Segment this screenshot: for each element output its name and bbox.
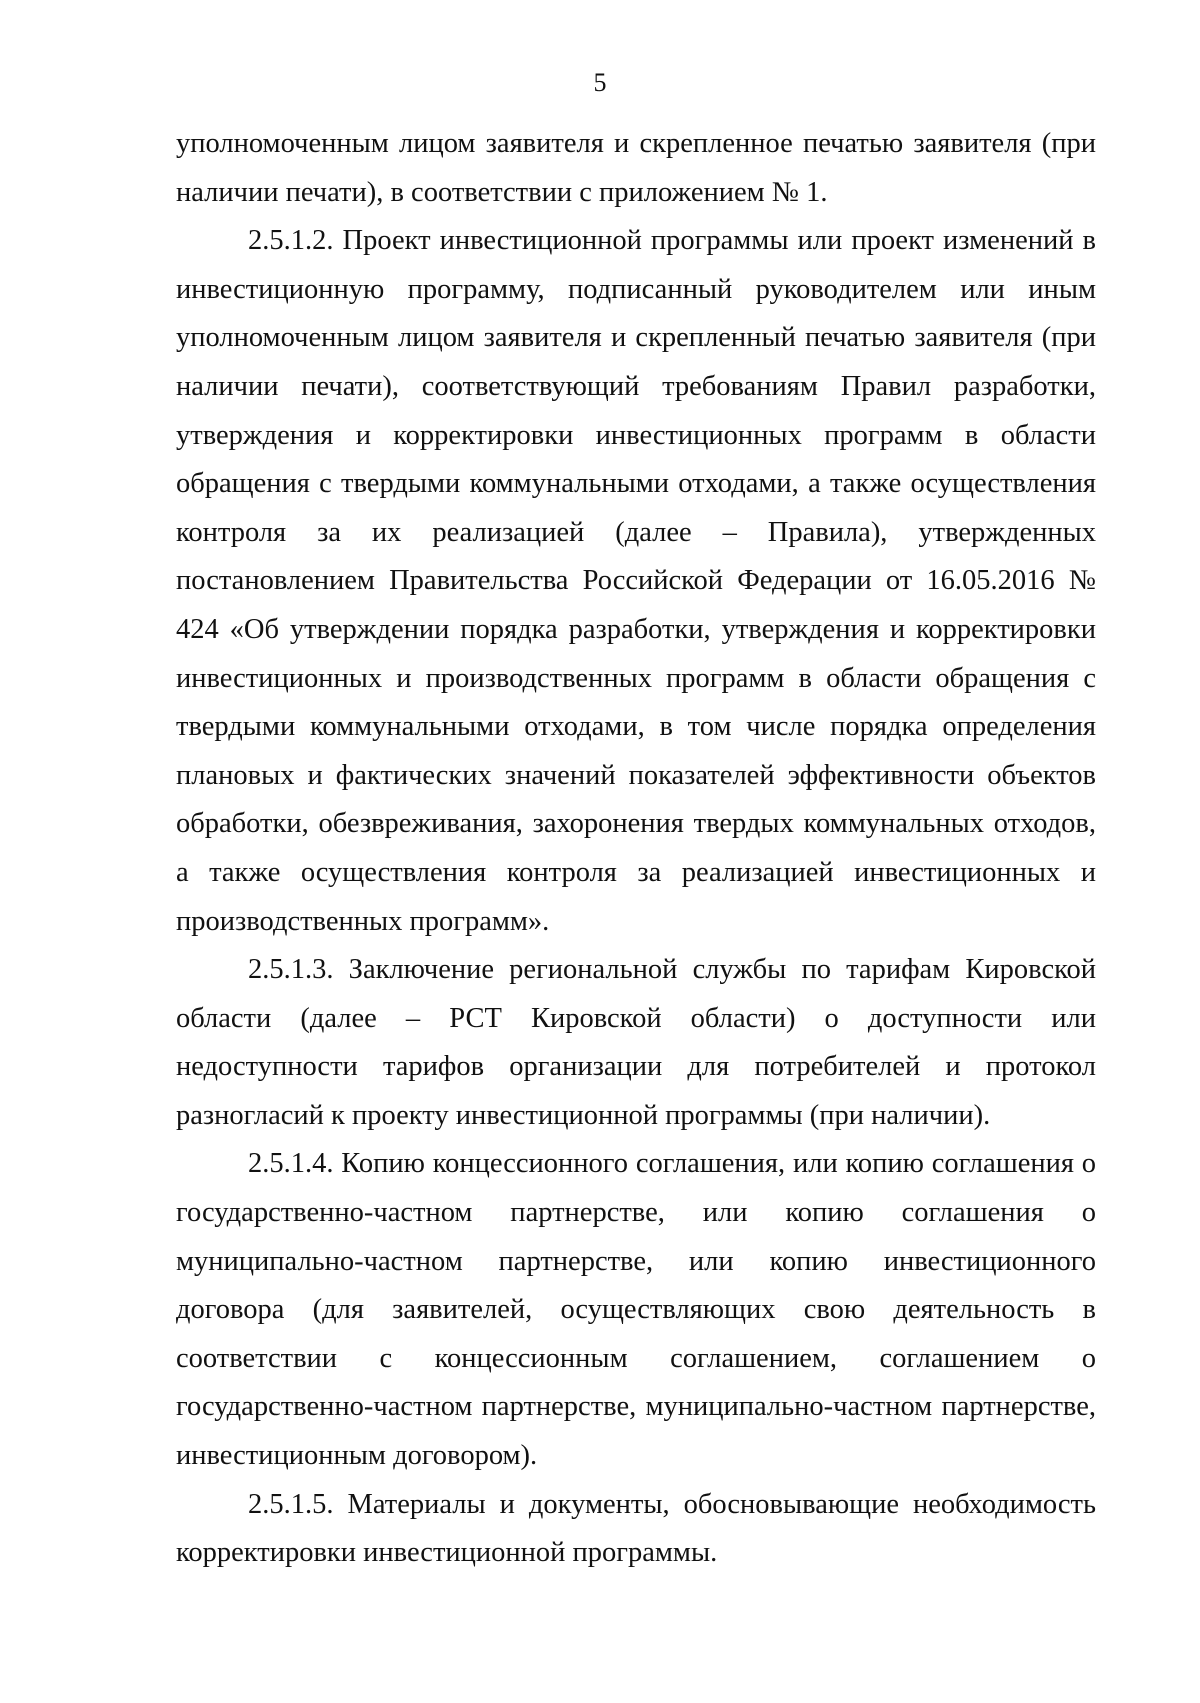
page-number: 5 [593,68,607,97]
paragraph-continuation: уполномоченным лицом заявителя и скрепленное печатью заявителя (при наличии печати), в соответствии с приложением № 1. [176,128,1096,208]
paragraph-2-5-1-5: 2.5.1.5. Материалы и документы, обосновывающие необходимость корректировки инвестиционной программы. [176,1488,1096,1569]
document-body [176,120,1096,1578]
paragraph-2-5-1-3: 2.5.1.3. Заключение региональной службы по тарифам Кировской области (далее – РСТ Кировской области) о доступности или недоступности тарифов организации для потребителей и протокол разногласий к проекту инвестиционной программы (при наличии). [176,954,1096,1131]
paragraph-2-5-1-2: 2.5.1.2. Проект инвестиционной программы или проект изменений в инвестиционную программу, подписанный руководителем или иным уполномоченным лицом заявителя и скрепленный печатью заявителя (при наличии печати), соответствующий требованиям Правил разработки, утверждения и корректировки инвестиционных программ в области обращения с твердыми коммунальными отходами, а также осуществления контроля за их реализацией (далее – Правила), утвержденных постановлением Правительства Российской Федерации от 16.05.2016 № 424 «Об утверждении порядка разработки, утверждения и корректировки инвестиционных и производственных программ в области обращения с твердыми коммунальными отходами, в том числе порядка определения плановых и фактических значений показателей эффективности объектов обработки, обезвреживания, захоронения твердых коммунальных отходов, а также осуществления контроля за реализацией инвестиционных и производственных программ». [176,225,1096,937]
paragraph-2-5-1-4: 2.5.1.4. Копию концессионного соглашения, или копию соглашения о государственно-частном партнерстве, или копию соглашения о муниципально-частном партнерстве, или копию инвестиционного договора (для заявителей, осуществляющих свою деятельность в соответствии с концессионным соглашением, соглашением о государственно-частном партнерстве, муниципально-частном партнерстве, инвестиционным договором). [176,1148,1096,1472]
